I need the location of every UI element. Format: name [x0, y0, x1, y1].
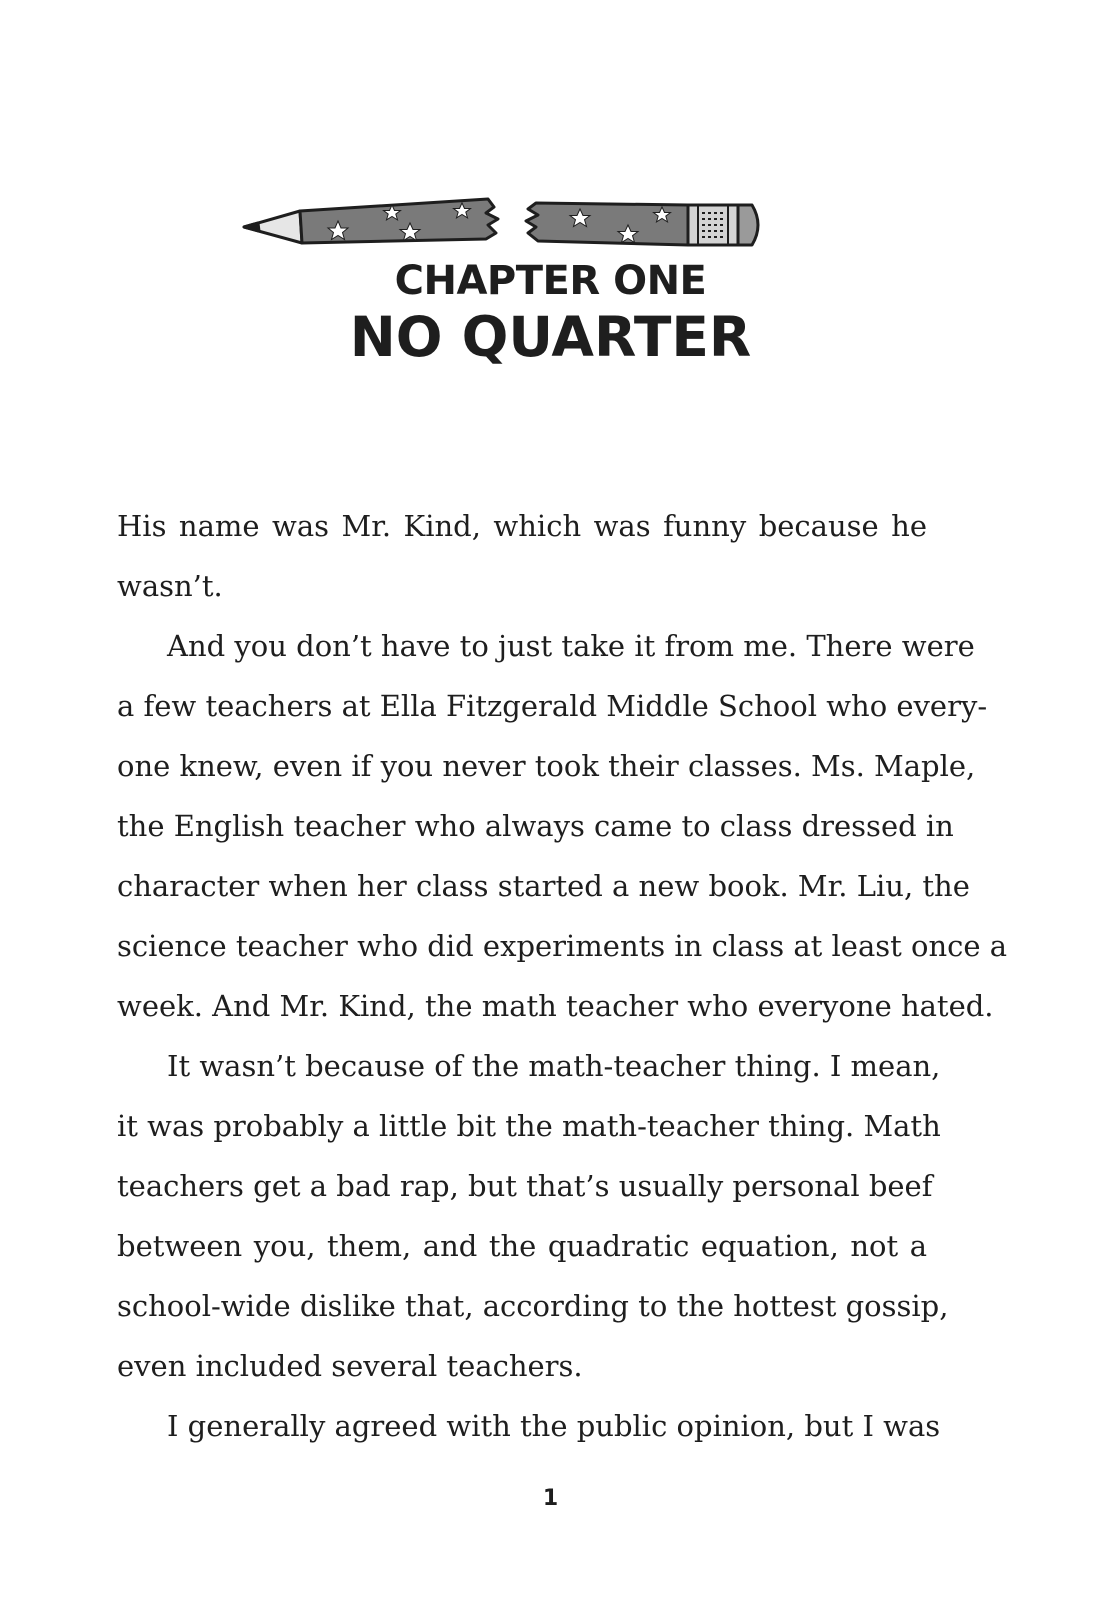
text-line: I generally agreed with the public opinion, but I was [167, 1409, 941, 1443]
text-line: wasn’t. [117, 569, 223, 603]
text-line: one knew, even if you never took their classes. Ms. Maple, [117, 749, 976, 783]
text-line: a few teachers at Ella Fitzgerald Middle School who every- [117, 689, 988, 723]
text-line: It wasn’t because of the math-teacher thing. I mean, [167, 1049, 941, 1083]
text-line: And you don’t have to just take it from me. There were [167, 629, 975, 663]
page-number: 1 [542, 1486, 559, 1511]
text-line: between you, them, and the quadratic equation, not a [117, 1229, 927, 1263]
chapter-label: CHAPTER ONE [394, 258, 707, 304]
text-line: character when her class started a new book. Mr. Liu, the [117, 869, 970, 903]
chapter-title: NO QUARTER [349, 305, 752, 369]
text-line: it was probably a little bit the math-teacher thing. Math [117, 1109, 941, 1143]
text-line: teachers get a bad rap, but that’s usually personal beef [117, 1169, 933, 1203]
text-line: even included several teachers. [117, 1349, 583, 1383]
text-line: science teacher who did experiments in class at least once a [117, 929, 1008, 963]
text-line: week. And Mr. Kind, the math teacher who everyone hated. [117, 989, 994, 1023]
text-line: the English teacher who always came to class dressed in [117, 809, 954, 843]
text-line: school-wide dislike that, according to the hottest gossip, [117, 1289, 949, 1323]
text-line: His name was Mr. Kind, which was funny because he [117, 509, 927, 543]
body-text [117, 496, 1008, 1456]
broken-pencil-icon [242, 193, 766, 255]
